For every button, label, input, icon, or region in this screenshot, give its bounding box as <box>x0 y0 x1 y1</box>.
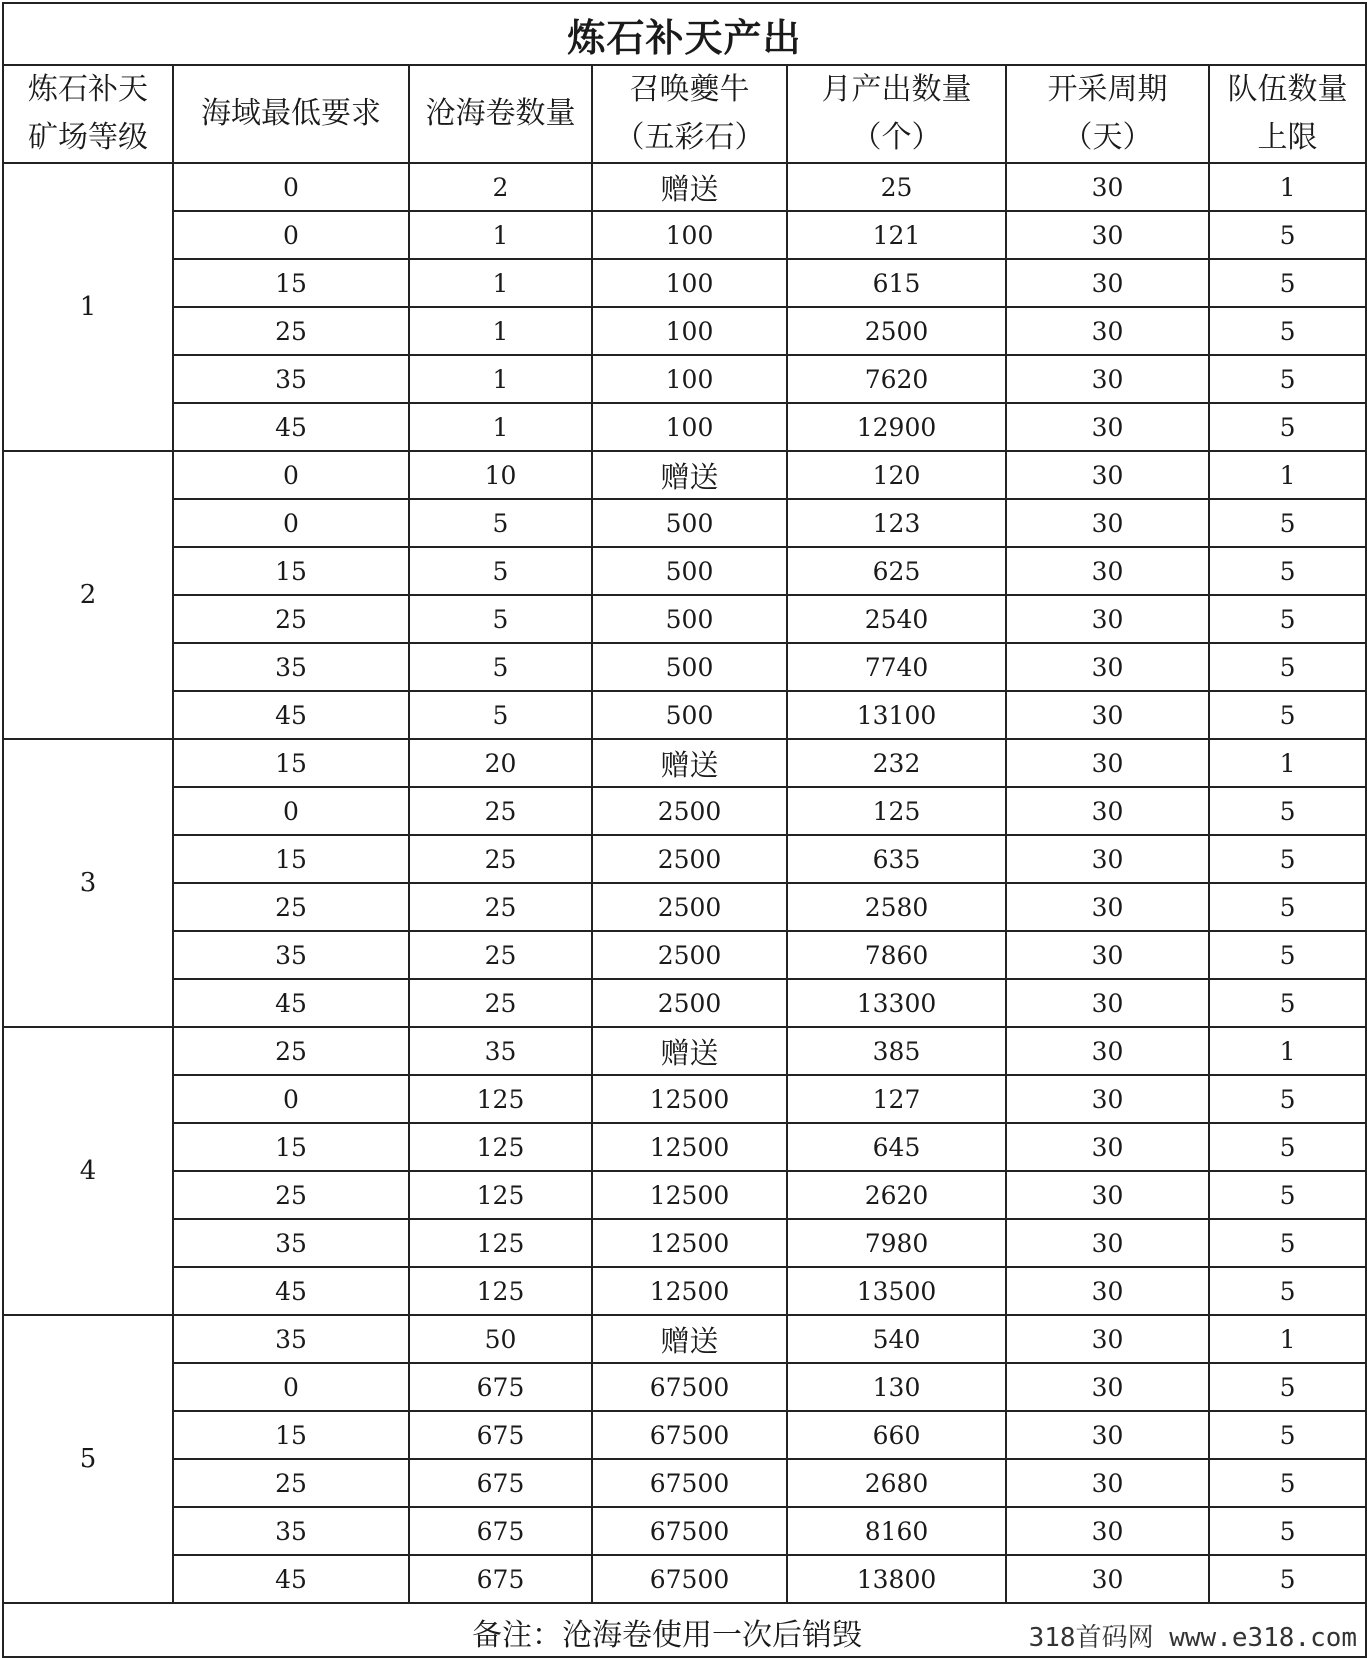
table-row <box>3 595 1366 643</box>
cell-team-limit: 5 <box>1209 979 1366 1027</box>
cell-summon-cost: 100 <box>592 355 787 403</box>
cell-sea-min: 25 <box>173 1027 409 1075</box>
cell-summon-cost: 100 <box>592 403 787 451</box>
cell-scroll-count: 125 <box>409 1219 592 1267</box>
cell-sea-min: 0 <box>173 1363 409 1411</box>
table-title: 炼石补天产出 <box>3 3 1366 65</box>
table-row <box>3 1459 1366 1507</box>
cell-summon-cost: 100 <box>592 307 787 355</box>
cell-scroll-count: 1 <box>409 355 592 403</box>
cell-team-limit: 5 <box>1209 1363 1366 1411</box>
cell-summon-cost: 500 <box>592 643 787 691</box>
header-monthly-output <box>787 65 1006 163</box>
cell-team-limit: 5 <box>1209 547 1366 595</box>
table-row <box>3 1219 1366 1267</box>
table-row <box>3 403 1366 451</box>
cell-monthly-output: 13800 <box>787 1555 1006 1603</box>
table-row <box>3 931 1366 979</box>
cell-summon-cost: 12500 <box>592 1171 787 1219</box>
cell-team-limit: 5 <box>1209 1411 1366 1459</box>
cell-sea-min: 45 <box>173 1555 409 1603</box>
cell-summon-cost: 2500 <box>592 835 787 883</box>
cell-sea-min: 15 <box>173 1411 409 1459</box>
cell-mine-level: 2 <box>3 451 173 739</box>
table-row <box>3 1555 1366 1603</box>
cell-summon-cost: 67500 <box>592 1459 787 1507</box>
cell-mining-cycle: 30 <box>1006 211 1209 259</box>
cell-sea-min: 35 <box>173 1315 409 1363</box>
cell-team-limit: 5 <box>1209 1219 1366 1267</box>
cell-mining-cycle: 30 <box>1006 499 1209 547</box>
table-row <box>3 547 1366 595</box>
header-line: （五彩石） <box>614 120 765 155</box>
cell-mine-level: 4 <box>3 1027 173 1315</box>
cell-team-limit: 5 <box>1209 931 1366 979</box>
header-mine-level <box>3 65 173 163</box>
table-row <box>3 499 1366 547</box>
cell-summon-cost: 2500 <box>592 787 787 835</box>
cell-mining-cycle: 30 <box>1006 163 1209 211</box>
header-line: 队伍数量 <box>1227 72 1348 107</box>
cell-summon-cost: 赠送 <box>592 451 787 499</box>
cell-team-limit: 1 <box>1209 1315 1366 1363</box>
cell-team-limit: 5 <box>1209 259 1366 307</box>
cell-scroll-count: 25 <box>409 931 592 979</box>
cell-scroll-count: 25 <box>409 883 592 931</box>
header-line: 上限 <box>1257 120 1318 155</box>
cell-team-limit: 5 <box>1209 787 1366 835</box>
cell-monthly-output: 2500 <box>787 307 1006 355</box>
cell-sea-min: 15 <box>173 547 409 595</box>
cell-sea-min: 0 <box>173 1075 409 1123</box>
cell-team-limit: 5 <box>1209 595 1366 643</box>
cell-mining-cycle: 30 <box>1006 787 1209 835</box>
header-sea-min <box>173 65 409 163</box>
cell-team-limit: 5 <box>1209 211 1366 259</box>
table-row <box>3 979 1366 1027</box>
header-line: 开采周期 <box>1047 72 1168 107</box>
cell-scroll-count: 1 <box>409 307 592 355</box>
table-row <box>3 643 1366 691</box>
cell-scroll-count: 125 <box>409 1267 592 1315</box>
cell-monthly-output: 2580 <box>787 883 1006 931</box>
table-row <box>3 1411 1366 1459</box>
cell-summon-cost: 2500 <box>592 979 787 1027</box>
cell-mining-cycle: 30 <box>1006 355 1209 403</box>
cell-team-limit: 5 <box>1209 691 1366 739</box>
header-scroll-count <box>409 65 592 163</box>
cell-team-limit: 5 <box>1209 499 1366 547</box>
cell-monthly-output: 645 <box>787 1123 1006 1171</box>
cell-monthly-output: 7980 <box>787 1219 1006 1267</box>
cell-monthly-output: 25 <box>787 163 1006 211</box>
table-row <box>3 1075 1366 1123</box>
cell-monthly-output: 7740 <box>787 643 1006 691</box>
cell-sea-min: 0 <box>173 787 409 835</box>
header-line: 炼石补天 <box>28 72 148 107</box>
cell-summon-cost: 67500 <box>592 1363 787 1411</box>
cell-summon-cost: 赠送 <box>592 1027 787 1075</box>
cell-monthly-output: 123 <box>787 499 1006 547</box>
cell-monthly-output: 2620 <box>787 1171 1006 1219</box>
cell-mining-cycle: 30 <box>1006 691 1209 739</box>
cell-sea-min: 15 <box>173 739 409 787</box>
cell-sea-min: 25 <box>173 1171 409 1219</box>
note-text: 备注：沧海卷使用一次后销毁 <box>472 1618 862 1653</box>
cell-mining-cycle: 30 <box>1006 451 1209 499</box>
table-row <box>3 787 1366 835</box>
table-row <box>3 835 1366 883</box>
cell-team-limit: 5 <box>1209 643 1366 691</box>
cell-scroll-count: 50 <box>409 1315 592 1363</box>
cell-monthly-output: 130 <box>787 1363 1006 1411</box>
cell-scroll-count: 675 <box>409 1459 592 1507</box>
cell-monthly-output: 127 <box>787 1075 1006 1123</box>
cell-mining-cycle: 30 <box>1006 835 1209 883</box>
cell-monthly-output: 12900 <box>787 403 1006 451</box>
cell-monthly-output: 13500 <box>787 1267 1006 1315</box>
cell-summon-cost: 500 <box>592 499 787 547</box>
cell-scroll-count: 1 <box>409 403 592 451</box>
cell-monthly-output: 7860 <box>787 931 1006 979</box>
cell-sea-min: 45 <box>173 1267 409 1315</box>
cell-team-limit: 5 <box>1209 1555 1366 1603</box>
cell-mine-level: 3 <box>3 739 173 1027</box>
header-team-limit <box>1209 65 1366 163</box>
table-row <box>3 691 1366 739</box>
cell-summon-cost: 500 <box>592 547 787 595</box>
table-row <box>3 1315 1366 1363</box>
cell-team-limit: 5 <box>1209 307 1366 355</box>
cell-sea-min: 35 <box>173 643 409 691</box>
cell-mining-cycle: 30 <box>1006 1315 1209 1363</box>
table-row <box>3 451 1366 499</box>
cell-mining-cycle: 30 <box>1006 883 1209 931</box>
cell-sea-min: 15 <box>173 259 409 307</box>
cell-summon-cost: 12500 <box>592 1075 787 1123</box>
cell-mining-cycle: 30 <box>1006 1363 1209 1411</box>
cell-mine-level: 1 <box>3 163 173 451</box>
table-row <box>3 739 1366 787</box>
table-row <box>3 1123 1366 1171</box>
cell-summon-cost: 12500 <box>592 1123 787 1171</box>
cell-summon-cost: 100 <box>592 259 787 307</box>
cell-team-limit: 5 <box>1209 403 1366 451</box>
table-row <box>3 1267 1366 1315</box>
cell-monthly-output: 8160 <box>787 1507 1006 1555</box>
cell-sea-min: 25 <box>173 1459 409 1507</box>
cell-monthly-output: 13100 <box>787 691 1006 739</box>
cell-summon-cost: 67500 <box>592 1555 787 1603</box>
cell-mining-cycle: 30 <box>1006 643 1209 691</box>
cell-scroll-count: 5 <box>409 499 592 547</box>
cell-mining-cycle: 30 <box>1006 1459 1209 1507</box>
cell-scroll-count: 5 <box>409 691 592 739</box>
spreadsheet-sheet <box>2 2 1365 1653</box>
cell-monthly-output: 125 <box>787 787 1006 835</box>
cell-scroll-count: 125 <box>409 1171 592 1219</box>
note-cell <box>3 1603 1366 1657</box>
cell-monthly-output: 615 <box>787 259 1006 307</box>
cell-mine-level: 5 <box>3 1315 173 1603</box>
header-line: （天） <box>1062 120 1153 155</box>
cell-sea-min: 15 <box>173 1123 409 1171</box>
cell-scroll-count: 125 <box>409 1123 592 1171</box>
cell-mining-cycle: 30 <box>1006 1267 1209 1315</box>
cell-monthly-output: 540 <box>787 1315 1006 1363</box>
cell-mining-cycle: 30 <box>1006 931 1209 979</box>
table-row <box>3 259 1366 307</box>
cell-mining-cycle: 30 <box>1006 1507 1209 1555</box>
cell-mining-cycle: 30 <box>1006 1027 1209 1075</box>
cell-scroll-count: 5 <box>409 595 592 643</box>
cell-monthly-output: 120 <box>787 451 1006 499</box>
cell-summon-cost: 2500 <box>592 883 787 931</box>
cell-scroll-count: 35 <box>409 1027 592 1075</box>
header-row <box>3 65 1366 163</box>
cell-team-limit: 5 <box>1209 835 1366 883</box>
cell-sea-min: 15 <box>173 835 409 883</box>
cell-scroll-count: 125 <box>409 1075 592 1123</box>
cell-monthly-output: 625 <box>787 547 1006 595</box>
cell-scroll-count: 1 <box>409 259 592 307</box>
cell-scroll-count: 20 <box>409 739 592 787</box>
cell-scroll-count: 2 <box>409 163 592 211</box>
cell-sea-min: 45 <box>173 691 409 739</box>
cell-scroll-count: 25 <box>409 835 592 883</box>
cell-scroll-count: 675 <box>409 1411 592 1459</box>
cell-mining-cycle: 30 <box>1006 1123 1209 1171</box>
cell-summon-cost: 67500 <box>592 1411 787 1459</box>
cell-monthly-output: 13300 <box>787 979 1006 1027</box>
table-row <box>3 1171 1366 1219</box>
table-row <box>3 1363 1366 1411</box>
table-row <box>3 211 1366 259</box>
cell-sea-min: 0 <box>173 499 409 547</box>
header-line: 沧海卷数量 <box>425 96 576 131</box>
cell-team-limit: 1 <box>1209 1027 1366 1075</box>
cell-mining-cycle: 30 <box>1006 595 1209 643</box>
cell-summon-cost: 12500 <box>592 1219 787 1267</box>
cell-monthly-output: 635 <box>787 835 1006 883</box>
cell-sea-min: 45 <box>173 403 409 451</box>
cell-monthly-output: 232 <box>787 739 1006 787</box>
cell-sea-min: 25 <box>173 307 409 355</box>
header-line: 月产出数量 <box>821 72 972 107</box>
cell-monthly-output: 2680 <box>787 1459 1006 1507</box>
table-row <box>3 1027 1366 1075</box>
cell-mining-cycle: 30 <box>1006 739 1209 787</box>
cell-sea-min: 0 <box>173 163 409 211</box>
cell-summon-cost: 67500 <box>592 1507 787 1555</box>
cell-monthly-output: 121 <box>787 211 1006 259</box>
cell-mining-cycle: 30 <box>1006 979 1209 1027</box>
cell-sea-min: 0 <box>173 451 409 499</box>
table-row <box>3 1507 1366 1555</box>
cell-team-limit: 5 <box>1209 883 1366 931</box>
cell-team-limit: 1 <box>1209 163 1366 211</box>
cell-scroll-count: 1 <box>409 211 592 259</box>
cell-scroll-count: 675 <box>409 1507 592 1555</box>
cell-summon-cost: 100 <box>592 211 787 259</box>
cell-summon-cost: 12500 <box>592 1267 787 1315</box>
table-row <box>3 163 1366 211</box>
cell-scroll-count: 25 <box>409 787 592 835</box>
cell-scroll-count: 675 <box>409 1363 592 1411</box>
cell-sea-min: 35 <box>173 1507 409 1555</box>
cell-monthly-output: 385 <box>787 1027 1006 1075</box>
cell-summon-cost: 2500 <box>592 931 787 979</box>
cell-monthly-output: 7620 <box>787 355 1006 403</box>
cell-team-limit: 5 <box>1209 1171 1366 1219</box>
header-line: 海域最低要求 <box>201 96 381 131</box>
cell-scroll-count: 675 <box>409 1555 592 1603</box>
cell-mining-cycle: 30 <box>1006 1075 1209 1123</box>
cell-scroll-count: 10 <box>409 451 592 499</box>
cell-mining-cycle: 30 <box>1006 1555 1209 1603</box>
cell-mining-cycle: 30 <box>1006 547 1209 595</box>
header-line: 召唤夔牛 <box>629 72 750 107</box>
cell-scroll-count: 5 <box>409 643 592 691</box>
cell-mining-cycle: 30 <box>1006 307 1209 355</box>
cell-mining-cycle: 30 <box>1006 1411 1209 1459</box>
cell-summon-cost: 赠送 <box>592 163 787 211</box>
cell-sea-min: 0 <box>173 211 409 259</box>
cell-sea-min: 25 <box>173 883 409 931</box>
cell-team-limit: 1 <box>1209 451 1366 499</box>
output-table <box>2 2 1367 1658</box>
cell-scroll-count: 25 <box>409 979 592 1027</box>
cell-summon-cost: 赠送 <box>592 739 787 787</box>
cell-scroll-count: 5 <box>409 547 592 595</box>
cell-summon-cost: 赠送 <box>592 1315 787 1363</box>
cell-team-limit: 5 <box>1209 1459 1366 1507</box>
cell-sea-min: 35 <box>173 355 409 403</box>
cell-monthly-output: 660 <box>787 1411 1006 1459</box>
table-row <box>3 307 1366 355</box>
cell-mining-cycle: 30 <box>1006 259 1209 307</box>
table-row <box>3 883 1366 931</box>
cell-sea-min: 35 <box>173 931 409 979</box>
cell-monthly-output: 2540 <box>787 595 1006 643</box>
cell-summon-cost: 500 <box>592 595 787 643</box>
cell-mining-cycle: 30 <box>1006 403 1209 451</box>
cell-team-limit: 5 <box>1209 1267 1366 1315</box>
cell-mining-cycle: 30 <box>1006 1219 1209 1267</box>
header-line: 矿场等级 <box>28 120 148 155</box>
table-body <box>3 163 1366 1603</box>
cell-mining-cycle: 30 <box>1006 1171 1209 1219</box>
cell-team-limit: 5 <box>1209 1507 1366 1555</box>
watermark-text: 318首码网 www.e318.com <box>1028 1623 1358 1653</box>
cell-team-limit: 5 <box>1209 1123 1366 1171</box>
cell-summon-cost: 500 <box>592 691 787 739</box>
cell-team-limit: 5 <box>1209 1075 1366 1123</box>
cell-sea-min: 45 <box>173 979 409 1027</box>
cell-team-limit: 5 <box>1209 355 1366 403</box>
table-row <box>3 355 1366 403</box>
header-summon-cost <box>592 65 787 163</box>
header-mining-cycle <box>1006 65 1209 163</box>
cell-team-limit: 1 <box>1209 739 1366 787</box>
header-line: （个） <box>851 120 942 155</box>
cell-sea-min: 35 <box>173 1219 409 1267</box>
cell-sea-min: 25 <box>173 595 409 643</box>
